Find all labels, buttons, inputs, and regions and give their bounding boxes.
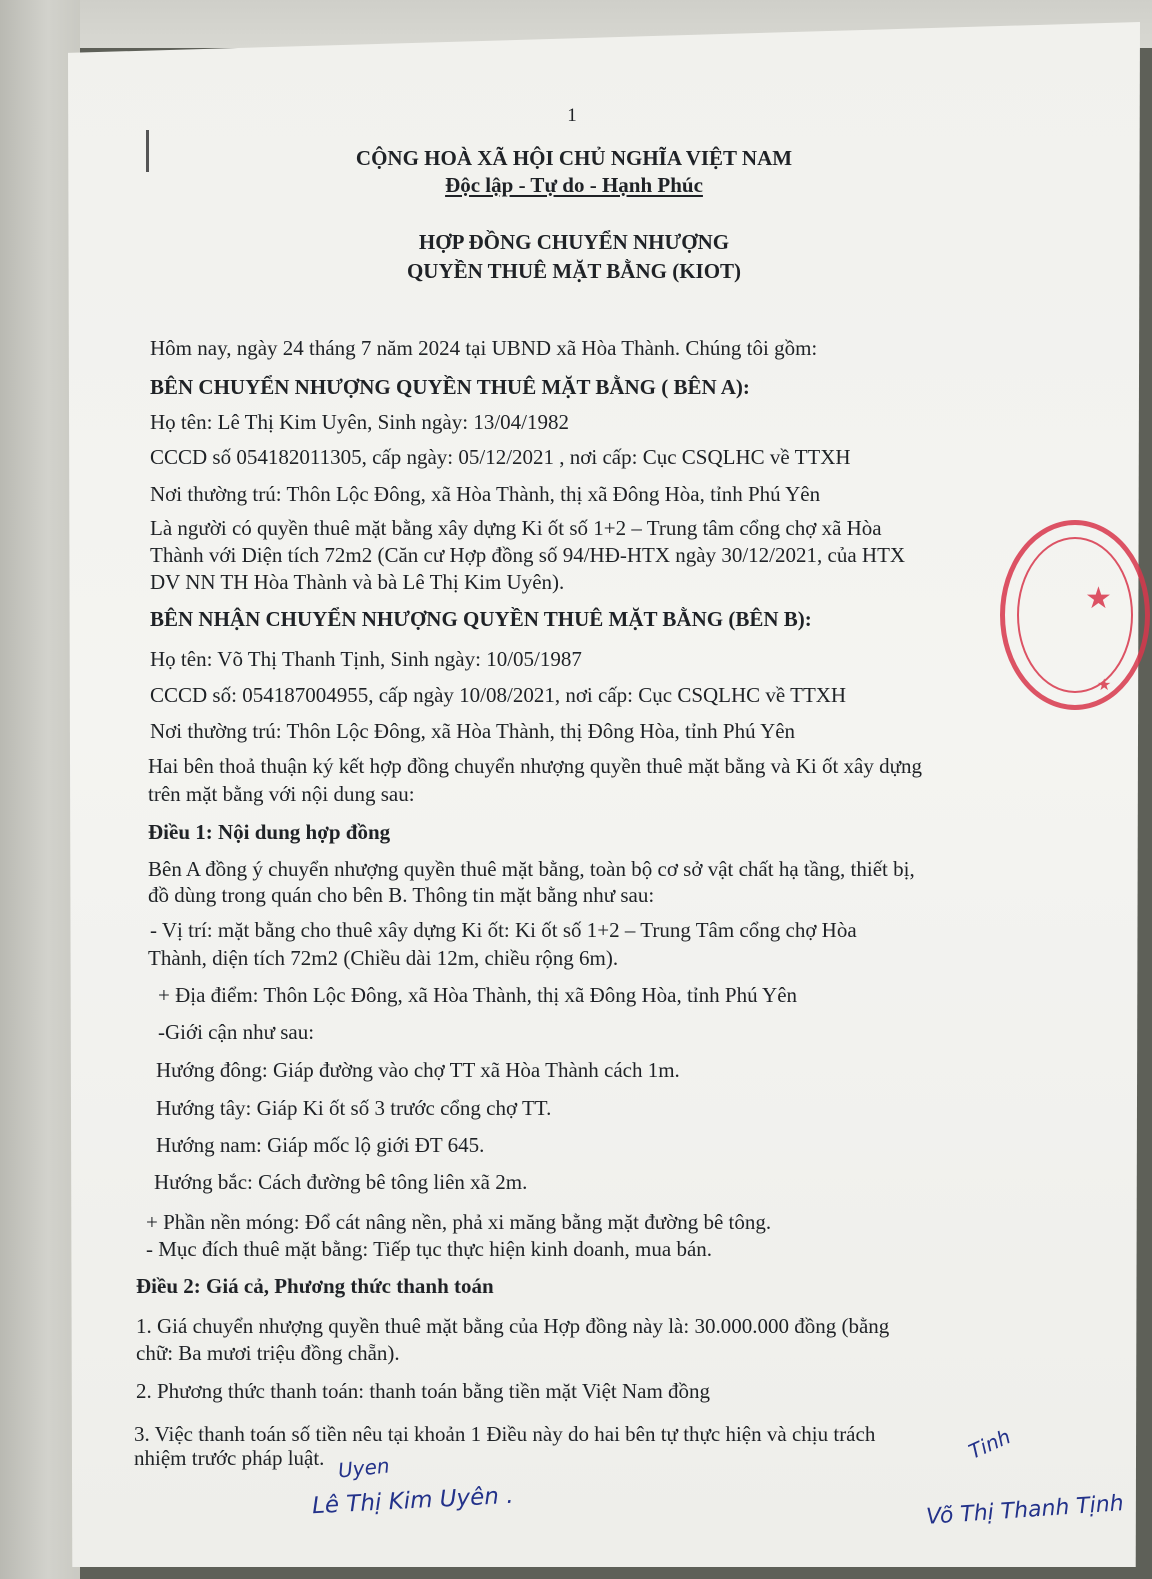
article2-heading: Điều 2: Giá cả, Phương thức thanh toán: [136, 1274, 494, 1298]
party-a-address: Nơi thường trú: Thôn Lộc Đông, xã Hòa Thành, thị xã Đông Hòa, tỉnh Phú Yên: [150, 482, 821, 506]
pen-mark: [146, 130, 149, 172]
stamp-star-icon: ★: [1085, 581, 1112, 616]
party-a-heading: BÊN CHUYỂN NHƯỢNG QUYỀN THUÊ MẶT BẰNG ( BÊN A):: [150, 375, 750, 399]
signature-right-name: Võ Thị Thanh Tịnh: [925, 1491, 1125, 1530]
boundary-south: Hướng nam: Giáp mốc lộ giới ĐT 645.: [156, 1133, 485, 1157]
purpose-line: - Mục đích thuê mặt bằng: Tiếp tục thực hiện kinh doanh, mua bán.: [146, 1237, 713, 1261]
party-b-address: Nơi thường trú: Thôn Lộc Đông, xã Hòa Thành, thị Đông Hòa, tỉnh Phú Yên: [150, 719, 796, 743]
location-line1: - Vị trí: mặt bằng cho thuê xây dựng Ki ốt: Ki ốt số 1+2 – Trung Tâm cổng chợ Hòa: [150, 918, 857, 942]
boundary-north: Hướng bắc: Cách đường bê tông liên xã 2m.: [154, 1170, 528, 1194]
signature-left-name: Lê Thị Kim Uyên .: [311, 1482, 515, 1520]
party-b-id: CCCD số: 054187004955, cấp ngày 10/08/2021, nơi cấp: Cục CSQLHC về TTXH: [150, 683, 847, 707]
article2-item3-line1: 3. Việc thanh toán số tiền nêu tại khoản 1 Điều này do hai bên tự thực hiện và chịu trách: [134, 1422, 876, 1446]
article1-paragraph-line1: Bên A đồng ý chuyển nhượng quyền thuê mặt bằng, toàn bộ cơ sở vật chất hạ tầng, thiết bị,: [148, 857, 915, 881]
official-red-stamp: [1000, 520, 1150, 710]
boundary-east: Hướng đông: Giáp đường vào chợ TT xã Hòa Thành cách 1m.: [156, 1058, 680, 1082]
party-a-rights-line1: Là người có quyền thuê mặt bằng xây dựng Ki ốt số 1+2 – Trung tâm cổng chợ xã Hòa: [150, 516, 882, 540]
contract-title-line1: HỢP ĐỒNG CHUYỂN NHƯỢNG: [418, 230, 730, 254]
page-number: 1: [567, 105, 577, 126]
location-line2: Thành, diện tích 72m2 (Chiều dài 12m, chiều rộng 6m).: [148, 946, 619, 970]
boundaries-label: -Giới cận như sau:: [158, 1020, 315, 1044]
party-b-heading: BÊN NHẬN CHUYỂN NHƯỢNG QUYỀN THUÊ MẶT BẰNG (BÊN B):: [150, 607, 812, 631]
party-a-rights-line2: Thành với Diện tích 72m2 (Căn cư Hợp đồng số 94/HĐ-HTX ngày 30/12/2021, của HTX: [150, 543, 906, 567]
party-a-rights-line3: DV NN TH Hòa Thành và bà Lê Thị Kim Uyên).: [150, 570, 565, 594]
motto: Độc lập - Tự do - Hạnh Phúc: [445, 173, 703, 197]
article2-item3-line2: nhiệm trước pháp luật.: [134, 1446, 325, 1470]
intro-text: Hôm nay, ngày 24 tháng 7 năm 2024 tại UBND xã Hòa Thành. Chúng tôi gồm:: [150, 336, 818, 360]
boundary-west: Hướng tây: Giáp Ki ốt số 3 trước cổng chợ TT.: [156, 1096, 552, 1120]
stamp-small-star-icon: ★: [1097, 675, 1112, 694]
party-b-name: Họ tên: Võ Thị Thanh Tịnh, Sinh ngày: 10/05/1987: [150, 647, 582, 671]
desk-background-left: [0, 0, 80, 1579]
article2-item1-line1: 1. Giá chuyển nhượng quyền thuê mặt bằng của Hợp đồng này là: 30.000.000 đồng (bằng: [136, 1314, 890, 1338]
foundation-line: + Phần nền móng: Đổ cát nâng nền, phả xi măng bằng mặt đường bê tông.: [146, 1210, 772, 1234]
place-line: + Địa điểm: Thôn Lộc Đông, xã Hòa Thành, thị xã Đông Hòa, tỉnh Phú Yên: [158, 983, 798, 1007]
party-a-name: Họ tên: Lê Thị Kim Uyên, Sinh ngày: 13/04/1982: [150, 410, 569, 434]
party-a-id: CCCD số 054182011305, cấp ngày: 05/12/2021 , nơi cấp: Cục CSQLHC về TTXH: [150, 445, 851, 469]
article1-paragraph-line2: đồ dùng trong quán cho bên B. Thông tin mặt bằng như sau:: [148, 883, 655, 907]
agreement-line2: trên mặt bằng với nội dung sau:: [148, 782, 415, 806]
signature-right-initials: Tinh: [964, 1424, 1015, 1464]
contract-title-line2: QUYỀN THUÊ MẶT BẰNG (KIOT): [406, 259, 742, 283]
article2-item1-line2: chữ: Ba mươi triệu đồng chẵn).: [136, 1341, 400, 1365]
article1-heading: Điều 1: Nội dung hợp đồng: [148, 820, 391, 844]
signature-left-initials: Uyen: [336, 1453, 391, 1483]
agreement-line1: Hai bên thoả thuận ký kết hợp đồng chuyển nhượng quyền thuê mặt bằng và Ki ốt xây dựng: [148, 754, 922, 778]
article2-item2: 2. Phương thức thanh toán: thanh toán bằng tiền mặt Việt Nam đồng: [136, 1379, 711, 1403]
country-header: CỘNG HOÀ XÃ HỘI CHỦ NGHĨA VIỆT NAM: [355, 146, 793, 170]
